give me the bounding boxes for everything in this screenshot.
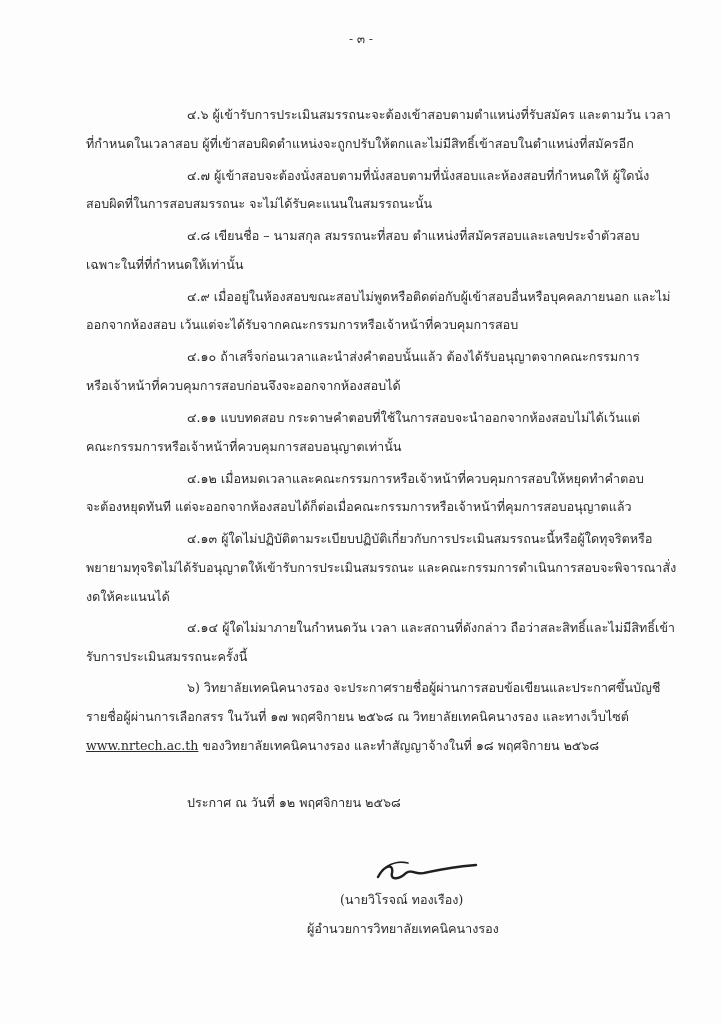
- item-4-14-line-2: รับการประเมินสมรรถนะครั้งนี้: [86, 649, 248, 664]
- signer-name: (นายวิโรจณ์ ทองเรือง): [340, 892, 464, 907]
- item-4-11-line-2: คณะกรรมการหรือเจ้าหน้าที่ควบคุมการสอบอนุญาตเท่านั้น: [86, 439, 402, 454]
- signer-title: ผู้อำนวยการวิทยาลัยเทคนิคนางรอง: [307, 921, 499, 936]
- page-number: - ๓ -: [349, 32, 373, 46]
- item-4-6-line-1: ๔.๖ ผู้เข้ารับการประเมินสมรรถนะจะต้องเข้าสอบตามตำแหน่งที่รับสมัคร และตามวัน เวลา: [187, 107, 671, 122]
- item-4-7-line-2: สอบผิดที่ในการสอบสมรรถนะ จะไม่ได้รับคะแนนในสมรรถนะนั้น: [86, 196, 433, 211]
- item-4-14-line-1: ๔.๑๔ ผู้ใดไม่มาภายในกำหนดวัน เวลา และสถานที่ดังกล่าว ถือว่าสละสิทธิ์และไม่มีสิทธิ์เข้า: [187, 620, 676, 635]
- section-6-line-1: ๖) วิทยาลัยเทคนิคนางรอง จะประกาศรายชื่อผู้ผ่านการสอบข้อเขียนและประกาศขึ้นบัญชี: [187, 680, 661, 695]
- announce-date: ประกาศ ณ วันที่ ๑๒ พฤศจิกายน ๒๕๖๘: [187, 795, 401, 810]
- signature-image: [372, 855, 482, 891]
- section-6-line-3: [86, 738, 599, 754]
- section-6-line-2: รายชื่อผู้ผ่านการเลือกสรร ในวันที่ ๑๗ พฤศจิกายน ๒๕๖๘ ณ วิทยาลัยเทคนิคนางรอง และทางเว็บไซต์: [86, 709, 629, 724]
- item-4-8-line-1: ๔.๘ เขียนชื่อ – นามสกุล สมรรถนะที่สอบ ตำแหน่งที่สมัครสอบและเลขประจำตัวสอบ: [187, 228, 640, 243]
- item-4-13-line-3: งดให้คะแนนได้: [86, 589, 170, 604]
- item-4-11-line-1: ๔.๑๑ แบบทดสอบ กระดาษคำตอบที่ใช้ในการสอบจะนำออกจากห้องสอบไม่ได้เว้นแต่: [187, 410, 641, 425]
- item-4-13-line-1: ๔.๑๓ ผู้ใดไม่ปฏิบัติตามระเบียบปฏิบัติเกี่ยวกับการประเมินสมรรถนะนี้หรือผู้ใดทุจริตหรือ: [187, 531, 653, 546]
- item-4-7-line-1: ๔.๗ ผู้เข้าสอบจะต้องนั่งสอบตามที่นั่งสอบตามที่นั่งสอบและห้องสอบที่กำหนดให้ ผู้ใดนั่ง: [187, 168, 650, 183]
- item-4-8-line-2: เฉพาะในที่ที่กำหนดให้เท่านั้น: [86, 257, 244, 272]
- section-6-line-3-rest: ของวิทยาลัยเทคนิคนางรอง และทำสัญญาจ้างในที่ ๑๘ พฤศจิกายน ๒๕๖๘: [198, 738, 600, 753]
- item-4-9-line-2: ออกจากห้องสอบ เว้นแต่จะได้รับจากคณะกรรมการหรือเจ้าหน้าที่ควบคุมการสอบ: [86, 317, 519, 332]
- item-4-12-line-1: ๔.๑๒ เมื่อหมดเวลาและคณะกรรมการหรือเจ้าหน้าที่ควบคุมการสอบให้หยุดทำคำตอบ: [187, 471, 644, 486]
- item-4-12-line-2: จะต้องหยุดทันที แต่จะออกจากห้องสอบได้ก็ต่อเมื่อคณะกรรมการหรือเจ้าหน้าที่คุมการสอบอนุญาตแล้ว: [86, 499, 632, 514]
- item-4-13-line-2: พยายามทุจริตไม่ได้รับอนุญาตให้เข้ารับการประเมินสมรรถนะ และคณะกรรมการดำเนินการสอบจะพิจารณาสั่ง: [86, 560, 677, 575]
- item-4-10-line-2: หรือเจ้าหน้าที่ควบคุมการสอบก่อนจึงจะออกจากห้องสอบได้: [86, 378, 401, 393]
- item-4-10-line-1: ๔.๑๐ ถ้าเสร็จก่อนเวลาและนำส่งคำตอบนั้นแล้ว ต้องได้รับอนุญาตจากคณะกรรมการ: [187, 349, 640, 364]
- website-link[interactable]: www.nrtech.ac.th: [86, 738, 199, 753]
- item-4-9-line-1: ๔.๙ เมื่ออยู่ในห้องสอบขณะสอบไม่พูดหรือติดต่อกับผู้เข้าสอบอื่นหรือบุคคลภายนอก และไม่: [187, 289, 671, 304]
- item-4-6-line-2: ที่กำหนดในเวลาสอบ ผู้ที่เข้าสอบผิดตำแหน่งจะถูกปรับให้ตกและไม่มีสิทธิ์เข้าสอบในตำแหน่งที่สมัครอีก: [86, 136, 634, 151]
